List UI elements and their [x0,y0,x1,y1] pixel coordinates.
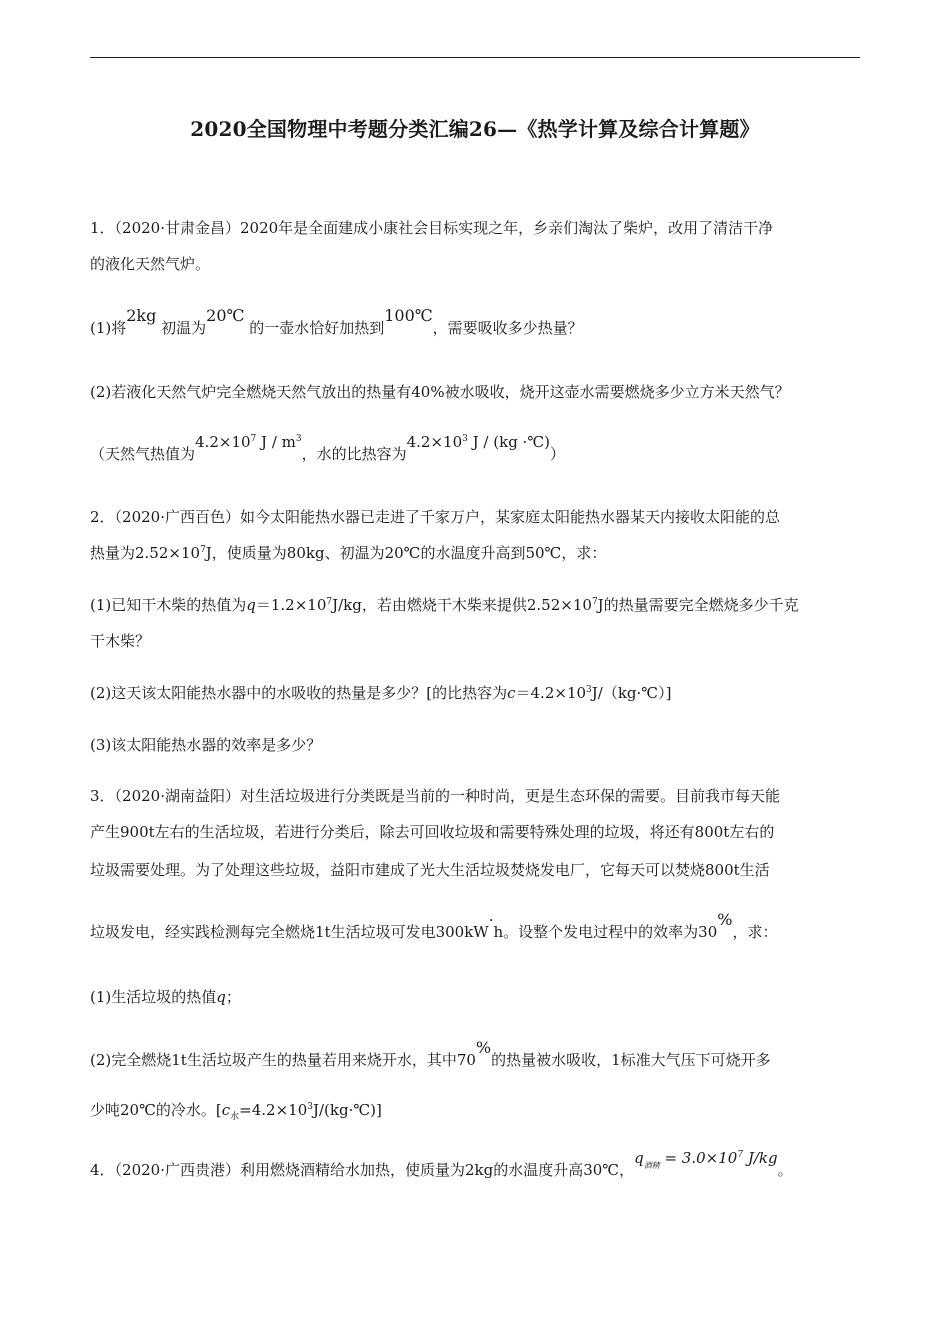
q1-p1-temp1: 20℃ [206,306,245,325]
q3-part2: (2)完全燃烧1t生活垃圾产生的热量若用来烧开水，其中70%的热量被水吸收，1标准大气压下可烧开多 [90,1038,771,1069]
q1-note [90,433,565,464]
page-title: 2020全国物理中考题分类汇编26—《热学计算及综合计算题》 [190,117,760,141]
q1-p1-text-b: 初温为 [161,319,207,337]
q1-p1-temp2: 100℃ [384,306,433,325]
q1-line2: 的液化天然气炉。 [90,255,211,273]
header-rule [90,57,860,58]
q2-part1-line2: 干木柴？ [90,632,151,650]
q1-part1 [90,306,583,338]
q2-line1: 2．（2020·广西百色）如今太阳能热水器已走进了千家万户，某家庭太阳能热水器某天内接收太阳能的总 [90,508,780,526]
q1-p1-mass: 2kg [126,306,157,325]
q1-p1-text-d: ，需要吸收多少热量？ [432,319,583,337]
q4-alcohol-heat: $q_{酒精} = 3.0\times 10^7$ J/kg [634,1149,778,1170]
q1-p1-text-c: 的一壶水恰好加热到 [249,319,385,337]
q1-note-water-heat: $4.2\times 10^3$ J / (kg ·℃) [406,433,550,451]
q3-line2: 产生900t左右的生活垃圾，若进行分类后，除去可回收垃圾和需要特殊处理的垃圾，将还有800t左右的 [90,823,775,841]
q3-part2-line2: 少吨20℃的冷水。$[c_水=4.2\times 10^3J/(kg\cdot℃)]$ [90,1101,382,1122]
q1-note-gas-heat: $4.2\times 10^7$ J / $m^3$ [195,433,302,451]
q2-part2: (2)这天该太阳能热水器中的水吸收的热量是多少？[的比热容为$c=4.2\times 10^3J/(kg\cdot℃)$] [90,684,672,702]
q2-line2: 热量为$2.52\times 10^7J$，使质量为80kg、初温为20℃的水温度升高到50℃，求： [90,544,607,562]
q2-part1: (1)已知干木柴的热值为$q=1.2\times 10^7J/kg$，若由燃烧干木柴来提供$2.52\times 10^7J$的热量需要完全燃烧多少千克 [90,596,799,614]
q1-p1-text-a: (1)将 [90,319,127,337]
q3-line4: 垃圾发电，经实践检测每完全燃烧1t生活垃圾可发电300kW·h。设整个发电过程中的效率为30%，求： [90,910,778,941]
q1-note-text-b: ，水的比热容为 [301,445,407,463]
q4-line1: 4．（2020·广西贵港）利用燃烧酒精给水加热，使质量为2kg的水温度升高30℃，$q_{酒精} = 3.0\times 10^7$ J/kg。 [90,1149,793,1179]
q3-line3: 垃圾需要处理。为了处理这些垃圾，益阳市建成了光大生活垃圾焚烧发电厂，它每天可以焚烧800t生活 [90,861,770,879]
q1-line1: 1．（2020·甘肃金昌）2020年是全面建成小康社会目标实现之年，乡亲们淘汰了柴炉，改用了清洁干净 [90,219,774,237]
q3-part1: (1)生活垃圾的热值q； [90,988,241,1006]
q3-line1: 3．（2020·湖南益阳）对生活垃圾进行分类既是当前的一种时尚，更是生态环保的需要。目前我市每天能 [90,787,780,805]
q1-note-text-a: （天然气热值为 [90,445,196,463]
q1-part2: (2)若液化天然气炉完全燃烧天然气放出的热量有40%被水吸收，烧开这壶水需要燃烧多少立方米天然气？ [90,383,790,401]
q1-note-text-c: ） [549,445,565,463]
q2-part3: (3)该太阳能热水器的效率是多少？ [90,736,322,754]
